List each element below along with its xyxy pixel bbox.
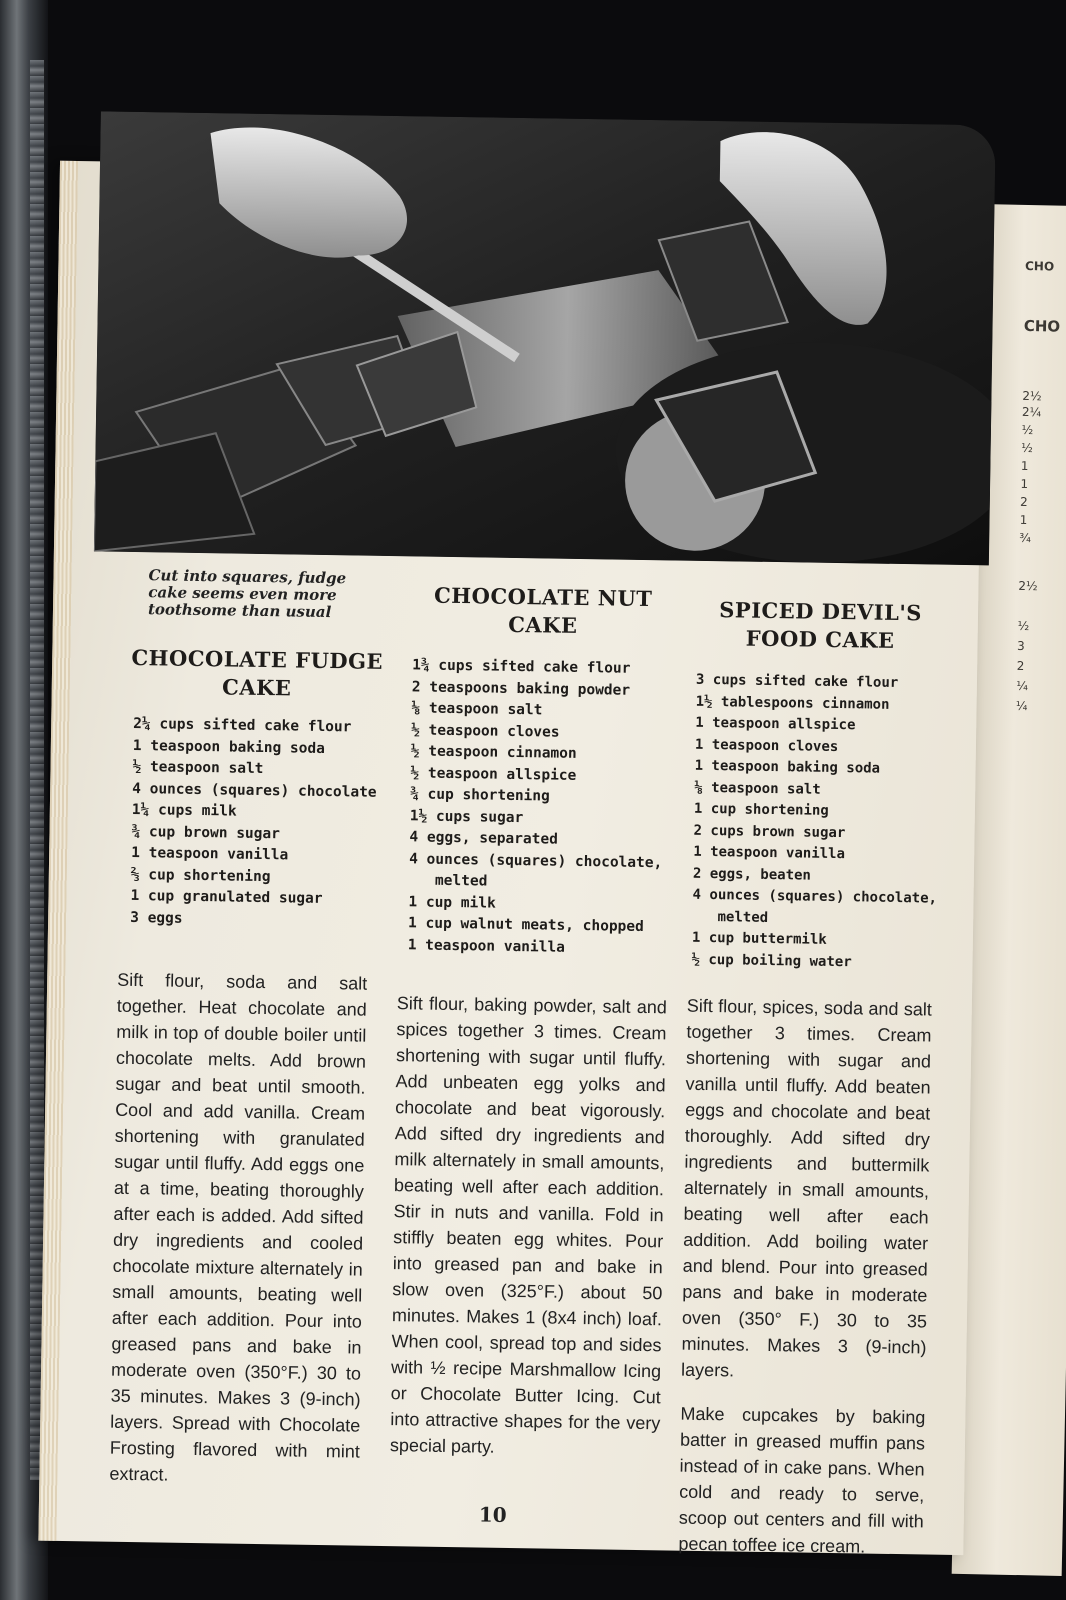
ingredient-list	[118, 714, 391, 933]
ingredient-item: 1 cup granulated sugar	[130, 887, 323, 907]
ingredient-item: ⅔ cup shortening	[130, 866, 271, 885]
cake-photo-illustration	[94, 111, 996, 565]
ingredient-item: ¾ cup brown sugar	[131, 823, 281, 842]
ingredient-item: 4 ounces (squares) chocolate,	[409, 850, 663, 871]
ingredient-item: 3 eggs	[130, 909, 183, 927]
next-page-text: ¾	[1019, 530, 1032, 546]
ingredient-item: ½ teaspoon salt	[132, 758, 264, 778]
next-page-heading: CHO	[1024, 258, 1055, 274]
ingredient-item: ⅛ teaspoon salt	[694, 779, 821, 798]
recipe-title	[122, 644, 393, 704]
recipe-title-line: CAKE	[221, 674, 292, 701]
ingredient-item: 2¼ cups sifted cake flour	[133, 715, 352, 736]
ingredient-item: 1 cup shortening	[693, 800, 829, 819]
recipe-chocolate-fudge-cake	[109, 644, 392, 1509]
ingredient-item: ½ cup boiling water	[691, 951, 852, 970]
ingredient-item: 1½ cups sugar	[409, 807, 524, 826]
ingredient-item: 1 teaspoon vanilla	[693, 843, 846, 863]
recipe-title-line: CHOCOLATE NUT	[433, 582, 653, 612]
next-page-text: ½	[1017, 618, 1030, 634]
ingredient-item: melted	[692, 908, 769, 926]
cake-photo	[94, 111, 996, 565]
next-page-text: 2¼	[1021, 404, 1042, 420]
cookbook-page	[38, 161, 985, 1555]
ingredient-item: 4 ounces (squares) chocolate,	[692, 886, 938, 907]
next-page-text: ½	[1021, 440, 1034, 456]
ingredient-item: 2 teaspoons baking powder	[411, 678, 631, 699]
next-page-text: 1	[1020, 458, 1029, 474]
ingredient-item: 3 cups sifted cake flour	[695, 671, 899, 691]
next-page-text: 2½	[1018, 578, 1038, 594]
next-page-heading: CHO	[1023, 316, 1061, 336]
recipe-title-line: CHOCOLATE FUDGE	[131, 644, 384, 674]
next-page-text: ½	[1021, 422, 1034, 438]
recipe-title-line: FOOD CAKE	[745, 625, 895, 653]
ingredient-item: 1 teaspoon baking soda	[694, 757, 881, 777]
recipe-method: Sift flour, baking powder, salt and spices together 3 times. Cream shortening with sugar until fluffy. Add unbeaten egg yolks and chocolate and beat vigorously. Add sifted dry ingredients and milk alternately in small amounts, beating well after each addition. Stir in nuts and vanilla. Fold in stiffly beaten egg whites. Pour into greased pan and bake in slow oven (325°F.) about 50 minutes. Makes 1 (8x4 inch) loaf. When cool, spread top and sides with ½ recipe Marshmallow Icing or Chocolate Butter Icing. Cut into attractive shapes for the very special party.	[389, 993, 667, 1457]
recipe-method: Sift flour, spices, soda and salt together 3 times. Cream shortening with sugar and vanilla until fluffy. Add beaten eggs and chocolate and beat thoroughly. Add sifted dry ingredients and buttermilk alternately in small amounts, beating well after each addition. Add boiling water and blend. Pour into greased pans and bake in moderate oven (350° F.) 30 to 35 minutes. Makes 3 (9-inch) layers.	[680, 995, 932, 1381]
next-page-text: 2	[1019, 494, 1028, 510]
caption-block	[148, 567, 379, 622]
recipe-spiced-devils-food-cake	[678, 596, 948, 1579]
next-page-text: 2	[1016, 658, 1025, 674]
ingredient-item: ½ teaspoon cloves	[411, 721, 560, 741]
ingredient-item: 1 cup buttermilk	[691, 929, 827, 948]
ingredient-item: 1 teaspoon baking soda	[132, 737, 326, 757]
page-number: 10	[478, 1502, 507, 1527]
ingredient-item: 1½ tablespoons cinnamon	[695, 693, 890, 713]
ingredient-item: 1 teaspoon vanilla	[407, 936, 566, 956]
recipe-title-line: SPICED DEVIL'S	[719, 597, 923, 626]
recipe-method: Sift flour, soda and salt together. Heat chocolate and milk in top of double boiler until chocolate melts. Add brown sugar and beat until smooth. Cool and add vanilla. Cream shortening with granulated sugar until fluffy. Add eggs one at a time, beating thoroughly after each is added. Add sifted dry ingredients and cooled chocolate mixture alternately in small amounts, beating well after each addition. Pour into greased pans and bake in moderate oven (350°F.) 30 to 35 minutes. Makes 3 (9-inch) layers. Spread with Chocolate Frosting flavored with mint extract.	[109, 969, 368, 1485]
ingredient-item: 1 teaspoon allspice	[695, 714, 856, 734]
ingredient-item: ½ teaspoon allspice	[410, 764, 577, 784]
ingredient-item: 1 teaspoon cloves	[694, 736, 839, 755]
ingredient-item: 4 eggs, separated	[409, 829, 558, 848]
recipe-title	[403, 581, 684, 641]
ingredient-item: 1 cup walnut meats, chopped	[407, 915, 644, 935]
next-page-text: 1	[1020, 476, 1029, 492]
ingredient-item: 2 cups brown sugar	[693, 822, 846, 841]
photo-caption: Cut into squares, fudge cake seems even more toothsome than usual	[147, 566, 347, 622]
next-page-text: ¼	[1016, 678, 1029, 694]
recipe-title-line: CAKE	[507, 611, 578, 638]
ingredient-item: 1 teaspoon vanilla	[131, 844, 289, 864]
ingredient-item: melted	[408, 872, 488, 890]
ingredient-list	[687, 670, 947, 975]
recipe-chocolate-nut-cake	[389, 581, 683, 1480]
next-page-text: 3	[1016, 638, 1025, 654]
next-page-text: ¼	[1015, 698, 1028, 714]
ingredient-item: ⅛ teaspoon salt	[411, 700, 543, 719]
recipe-note: Make cupcakes by baking batter in greased muffin pans instead of in cake pans. When cold and ready to serve, scoop out centers and fill with pecan toffee ice cream.	[678, 1403, 926, 1557]
ingredient-item: 1¼ cups milk	[131, 801, 237, 820]
ingredient-list	[398, 655, 683, 960]
recipe-title	[692, 596, 948, 656]
next-page-text: 1	[1019, 512, 1028, 528]
ingredient-item: 1 cup milk	[408, 893, 496, 912]
ingredient-item: 4 ounces (squares) chocolate	[132, 780, 377, 801]
next-page-text: 2½	[1022, 388, 1042, 404]
ingredient-item: 1¾ cups sifted cake flour	[412, 657, 631, 677]
ingredient-item: ¾ cup shortening	[410, 786, 550, 805]
ingredient-item: ½ teaspoon cinnamon	[410, 743, 577, 762]
ingredient-item: 2 eggs, beaten	[692, 865, 812, 884]
